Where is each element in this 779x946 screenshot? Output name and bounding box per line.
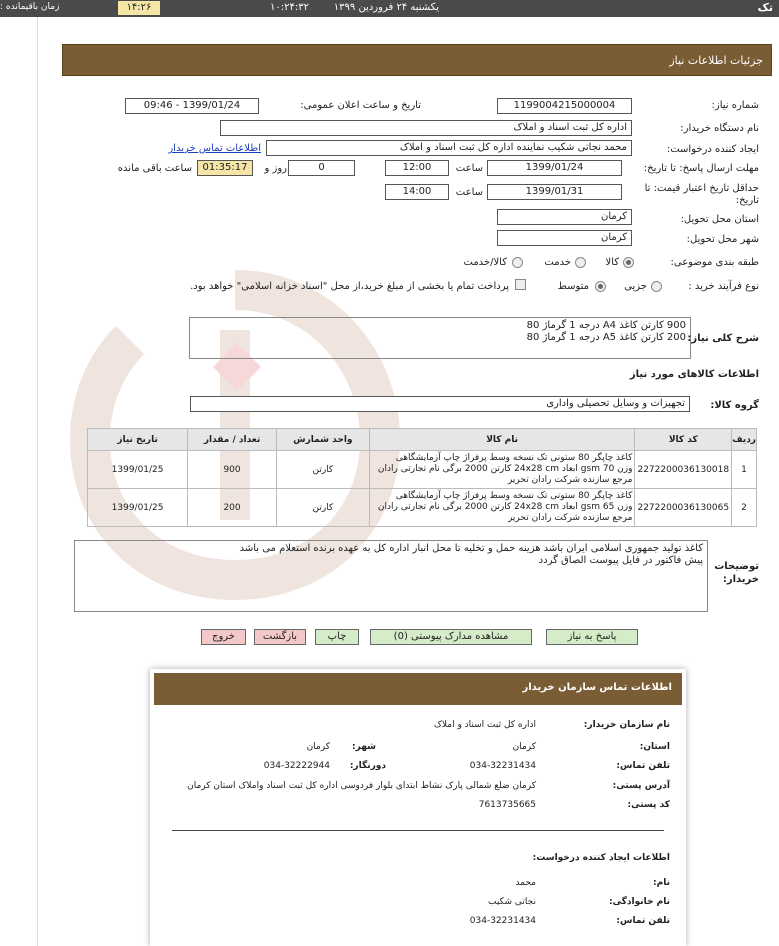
buyer-notes-label: توضیحات خریدار: <box>714 561 759 585</box>
price-valid-date-field: 1399/01/31 <box>487 184 622 200</box>
contact-fax: 034-32222944 <box>263 761 330 771</box>
items-table <box>87 428 757 527</box>
process-label: نوع فرآیند خرید : <box>688 281 759 292</box>
announce-label: تاریخ و ساعت اعلان عمومی: <box>300 100 421 111</box>
contact-org-label: نام سازمان خریدار: <box>583 720 670 730</box>
current-clock: ۱۰:۲۴:۳۲ <box>270 2 309 13</box>
details-panel-header <box>62 44 772 76</box>
days-label: روز و <box>264 163 287 174</box>
contact-address-label: آدرس پستی: <box>612 781 670 791</box>
table-row <box>88 489 757 527</box>
contact-fax-label: دورنگار: <box>349 761 386 771</box>
cell-name-line: مرجع سازنده شرکت رادان تحریر <box>507 475 633 485</box>
print-button[interactable]: چاپ <box>315 629 359 645</box>
contact-province: کرمان <box>512 742 536 752</box>
process-minor-radio[interactable] <box>651 281 662 292</box>
remaining-time-badge: ۱۴:۲۶ <box>118 1 160 15</box>
divider <box>172 830 664 831</box>
creator-family: نجاتی شکیب <box>488 897 536 907</box>
creator-name: محمد <box>515 878 536 888</box>
process-medium-label: متوسط <box>557 281 589 292</box>
deadline-time-field: 12:00 <box>385 160 449 176</box>
contact-postal: 7613735665 <box>478 800 536 810</box>
cell-date: 1399/01/25 <box>88 451 188 489</box>
deadline-date-field: 1399/01/24 <box>487 160 622 176</box>
province-label: استان محل تحویل: <box>680 214 759 225</box>
cell-name <box>369 489 635 527</box>
creator-family-label: نام خانوادگی: <box>608 897 670 907</box>
cell-qty: 900 <box>188 451 277 489</box>
contact-phone-label: تلفن تماس: <box>616 761 670 771</box>
creator-phone-label: تلفن تماس: <box>616 916 670 926</box>
col-name: نام کالا <box>369 429 635 451</box>
city-label: شهر محل تحویل: <box>686 234 759 245</box>
col-code: کد کالا <box>635 429 732 451</box>
items-section-title: اطلاعات کالاهای مورد نیاز <box>629 369 759 380</box>
deadline-label: مهلت ارسال پاسخ: تا تاریخ: <box>643 163 759 174</box>
contact-panel-header <box>154 673 682 705</box>
need-number-label: شماره نیاز: <box>711 100 759 111</box>
cell-name <box>369 451 635 489</box>
creator-label: ایجاد کننده درخواست: <box>666 144 759 155</box>
col-unit: واحد شمارش <box>276 429 369 451</box>
group-label: گروه کالا: <box>710 400 759 411</box>
cell-name-line: مرجع سازنده شرکت رادان تحریر <box>507 513 633 523</box>
cell-index: 2 <box>732 489 757 527</box>
cell-index: 1 <box>732 451 757 489</box>
top-bar <box>0 0 779 17</box>
contact-address: کرمان ضلع شمالی پارک نشاط ابتدای بلوار فردوسی اداره کل ثبت اسناد واملاک استان کرمان <box>187 781 536 791</box>
contact-panel-title: اطلاعات تماس سازمان خریدار <box>522 682 672 693</box>
contact-org: اداره کل ثبت اسناد و املاک <box>433 720 536 730</box>
process-minor-label: جزیی <box>624 281 647 292</box>
contact-city: کرمان <box>306 742 330 752</box>
deadline-time-label: ساعت <box>455 163 483 174</box>
cell-name-line: کاغذ چاپگر 80 ستونی تک نسخه وسط پرفراژ چاپ آزمایشگاهی <box>395 491 633 501</box>
summary-line-2: 200 کارتن کاغذ A5 درجه 1 گرماژ 80 <box>526 332 686 343</box>
price-valid-time-label: ساعت <box>455 187 483 198</box>
remaining-time-label: زمان باقیمانده : <box>0 2 60 12</box>
contact-city-label: شهر: <box>352 742 376 752</box>
process-medium-radio[interactable] <box>595 281 606 292</box>
panel-title: جزئیات اطلاعات نیاز <box>669 54 763 67</box>
creator-phone: 034-32231434 <box>469 916 536 926</box>
col-qty: تعداد / مقدار <box>188 429 277 451</box>
summary-textarea[interactable] <box>189 317 691 359</box>
need-number-field: 1199004215000004 <box>497 98 632 114</box>
col-date: تاریخ نیاز <box>88 429 188 451</box>
buyer-org-label: نام دستگاه خریدار: <box>680 123 759 134</box>
contact-postal-label: کد پستی: <box>627 800 670 810</box>
app-logo: تک <box>757 1 773 14</box>
buyer-contact-link[interactable]: اطلاعات تماس خریدار <box>168 143 261 154</box>
cell-unit: کارتن <box>276 451 369 489</box>
contact-phone: 034-32231434 <box>469 761 536 771</box>
summary-line-1: 900 کارتن کاغذ A4 درجه 1 گرماژ 80 <box>526 320 686 331</box>
remaining-time-field: 01:35:17 <box>197 160 253 176</box>
attachments-button[interactable]: مشاهده مدارک پیوستی (0) <box>370 629 532 645</box>
cell-code: 2272200036130065 <box>635 489 732 527</box>
left-gutter <box>0 17 38 946</box>
cell-name-line: وزن 70 gsm ابعاد 24x28 cm کارتن 2000 برگی نام تجارتی رادان <box>377 464 633 474</box>
cell-date: 1399/01/25 <box>88 489 188 527</box>
cell-code: 2272200036130018 <box>635 451 732 489</box>
category-service-label: خدمت <box>544 257 571 268</box>
treasury-checkbox[interactable] <box>515 279 526 290</box>
cell-name-line: وزن 65 gsm ابعاد 24x28 cm کارتن 2000 برگی نام تجارتی رادان <box>377 502 633 512</box>
buyer-org-field: اداره کل ثبت اسناد و املاک <box>220 120 632 136</box>
category-goods-label: کالا <box>605 257 619 268</box>
cell-qty: 200 <box>188 489 277 527</box>
price-valid-label: حداقل تاریخ اعتبار قیمت: تا تاریخ: <box>644 183 759 206</box>
category-goods-radio[interactable] <box>623 257 634 268</box>
group-field: تجهیزات و وسایل تحصیلی واداری <box>190 396 690 412</box>
city-field: کرمان <box>497 230 632 246</box>
table-row <box>88 451 757 489</box>
back-button[interactable]: بازگشت <box>254 629 306 645</box>
exit-button[interactable]: خروج <box>201 629 246 645</box>
category-label: طبقه بندی موضوعی: <box>670 257 759 268</box>
reply-button[interactable]: پاسخ به نیاز <box>546 629 638 645</box>
cell-name-line: کاغذ چاپگر 80 ستونی تک نسخه وسط پرفراژ چاپ آزمایشگاهی <box>395 453 633 463</box>
category-service-radio[interactable] <box>575 257 586 268</box>
remaining-time-label-2: ساعت باقی مانده <box>117 163 192 174</box>
buyer-notes-line-1: کاغذ تولید جمهوری اسلامی ایران باشد هزینه حمل و تخلیه تا محل انبار اداره کل به عهده برنده استعلام می باشد <box>239 543 703 554</box>
category-both-radio[interactable] <box>512 257 523 268</box>
buyer-notes-line-2: پیش فاکتور در فایل پیوست الصاق گردد <box>538 555 703 566</box>
contact-province-label: استان: <box>639 742 670 752</box>
payment-note: پرداخت تمام یا بخشی از مبلغ خرید،از محل "اسناد خزانه اسلامی" خواهد بود. <box>190 281 509 292</box>
summary-label: شرح کلی نیاز: <box>687 333 759 344</box>
province-field: کرمان <box>497 209 632 225</box>
category-both-label: کالا/خدمت <box>463 257 507 268</box>
price-valid-time-field: 14:00 <box>385 184 449 200</box>
current-date: یکشنبه ۲۴ فروردین ۱۳۹۹ <box>333 2 439 13</box>
buyer-contact-panel <box>150 669 686 946</box>
days-field: 0 <box>288 160 355 176</box>
creator-name-label: نام: <box>653 878 670 888</box>
announce-field: 1399/01/24 - 09:46 <box>125 98 259 114</box>
col-index: ردیف <box>732 429 757 451</box>
creator-field: محمد نجاتی شکیب نماینده اداره کل ثبت اسناد و املاک <box>266 140 632 156</box>
buyer-notes-textarea[interactable] <box>74 540 708 612</box>
cell-unit: کارتن <box>276 489 369 527</box>
creator-section-title: اطلاعات ایجاد کننده درخواست: <box>532 853 670 863</box>
